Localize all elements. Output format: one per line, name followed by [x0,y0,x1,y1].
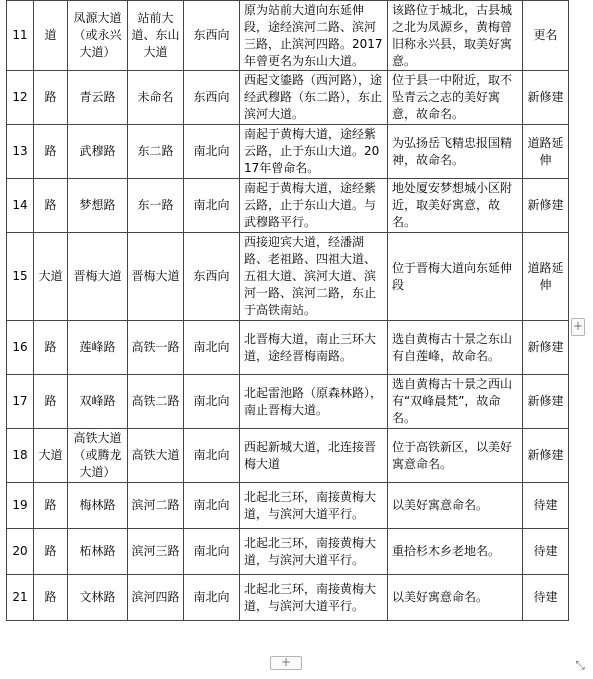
row-number-cell[interactable]: 12 [7,71,34,125]
row-number-cell[interactable]: 16 [7,321,34,375]
road-type-cell[interactable]: 路 [34,375,68,429]
naming-meaning-cell[interactable]: 以美好寓意命名。 [388,483,523,529]
direction-cell[interactable]: 南北向 [184,483,240,529]
original-name-cell[interactable]: 晋梅大道 [128,233,184,321]
remark-cell[interactable]: 新修建 [523,321,569,375]
table-row [7,71,569,125]
road-name-cell[interactable]: 莲峰路 [68,321,128,375]
location-description-cell[interactable]: 北起北三环，南接黄梅大道，与滨河大道平行。 [240,575,388,621]
road-name-cell[interactable]: 武穆路 [68,125,128,179]
road-name-cell[interactable]: 高铁大道（或腾龙大道） [68,429,128,483]
location-description-cell[interactable]: 原为站前大道向东延伸段，途经滨河二路、滨河三路，止滨河四路。2017年曾更名为东山大道。 [240,1,388,71]
road-name-cell[interactable]: 梦想路 [68,179,128,233]
road-type-cell[interactable]: 大道 [34,233,68,321]
add-row-button[interactable]: + [270,656,302,670]
row-number-cell[interactable]: 17 [7,375,34,429]
naming-meaning-cell[interactable]: 位于县一中附近，取不坠青云之志的美好寓意，故命名。 [388,71,523,125]
road-name-cell[interactable]: 凤源大道（或永兴大道） [68,1,128,71]
naming-meaning-cell[interactable]: 为弘扬岳飞精忠报国精神，故命名。 [388,125,523,179]
original-name-cell[interactable]: 高铁大道 [128,429,184,483]
original-name-cell[interactable]: 滨河二路 [128,483,184,529]
row-number-cell[interactable]: 11 [7,1,34,71]
location-description-cell[interactable]: 北起北三环，南接黄梅大道，与滨河大道平行。 [240,529,388,575]
direction-cell[interactable]: 南北向 [184,575,240,621]
direction-cell[interactable]: 南北向 [184,321,240,375]
remark-cell[interactable]: 新修建 [523,71,569,125]
direction-cell[interactable]: 东西向 [184,1,240,71]
resize-handle-icon[interactable]: ⤡ [575,658,585,672]
road-type-cell[interactable]: 路 [34,321,68,375]
remark-cell[interactable]: 待建 [523,483,569,529]
row-number-cell[interactable]: 21 [7,575,34,621]
road-type-cell[interactable]: 路 [34,483,68,529]
road-name-cell[interactable]: 双峰路 [68,375,128,429]
original-name-cell[interactable]: 站前大道、东山大道 [128,1,184,71]
location-description-cell[interactable]: 西起新城大道，北连接晋梅大道 [240,429,388,483]
road-type-cell[interactable]: 路 [34,179,68,233]
location-description-cell[interactable]: 西起文鎏路（西河路），途经武穆路（东二路），东止滨河大道。 [240,71,388,125]
original-name-cell[interactable]: 高铁二路 [128,375,184,429]
add-column-button[interactable]: + [571,318,585,336]
remark-cell[interactable]: 新修建 [523,375,569,429]
road-name-cell[interactable]: 晋梅大道 [68,233,128,321]
road-type-cell[interactable]: 路 [34,125,68,179]
table-row [7,179,569,233]
remark-cell[interactable]: 道路延伸 [523,125,569,179]
road-naming-table [6,0,569,621]
row-number-cell[interactable]: 18 [7,429,34,483]
road-type-cell[interactable]: 路 [34,529,68,575]
location-description-cell[interactable]: 西接迎宾大道，经潘湖路、老祖路、四祖大道、五祖大道、滨河大道、滨河一路、滨河二路，东止于高铁南站。 [240,233,388,321]
location-description-cell[interactable]: 北晋梅大道，南止三环大道，途经晋梅南路。 [240,321,388,375]
remark-cell[interactable]: 新修建 [523,179,569,233]
row-number-cell[interactable]: 14 [7,179,34,233]
road-name-cell[interactable]: 柘林路 [68,529,128,575]
remark-cell[interactable]: 待建 [523,575,569,621]
naming-meaning-cell[interactable]: 以美好寓意命名。 [388,575,523,621]
direction-cell[interactable]: 南北向 [184,179,240,233]
road-naming-table-area [6,0,568,621]
naming-meaning-cell[interactable]: 该路位于城北，古县城之北为凤源乡，黄梅曾旧称永兴县，取美好寓意。 [388,1,523,71]
direction-cell[interactable]: 东西向 [184,233,240,321]
table-row [7,233,569,321]
naming-meaning-cell[interactable]: 重拾杉木乡老地名。 [388,529,523,575]
road-type-cell[interactable]: 路 [34,575,68,621]
naming-meaning-cell[interactable]: 位于高铁新区，以美好寓意命名。 [388,429,523,483]
direction-cell[interactable]: 南北向 [184,429,240,483]
original-name-cell[interactable]: 高铁一路 [128,321,184,375]
table-row [7,483,569,529]
naming-meaning-cell[interactable]: 地处厦安梦想城小区附近，取美好寓意，故名。 [388,179,523,233]
location-description-cell[interactable]: 北起北三环，南接黄梅大道，与滨河大道平行。 [240,483,388,529]
table-row [7,1,569,71]
row-number-cell[interactable]: 19 [7,483,34,529]
location-description-cell[interactable]: 北起雷池路（原森林路），南止晋梅大道。 [240,375,388,429]
naming-meaning-cell[interactable]: 选自黄梅古十景之西山有“双峰晨梵”，故命名。 [388,375,523,429]
location-description-cell[interactable]: 南起于黄梅大道，途经紫云路，止于东山大道。与武穆路平行。 [240,179,388,233]
table-row [7,125,569,179]
direction-cell[interactable]: 东西向 [184,71,240,125]
original-name-cell[interactable]: 东一路 [128,179,184,233]
direction-cell[interactable]: 南北向 [184,125,240,179]
table-row [7,529,569,575]
table-row [7,375,569,429]
road-name-cell[interactable]: 文林路 [68,575,128,621]
original-name-cell[interactable]: 滨河四路 [128,575,184,621]
road-type-cell[interactable]: 道 [34,1,68,71]
road-type-cell[interactable]: 大道 [34,429,68,483]
remark-cell[interactable]: 待建 [523,529,569,575]
row-number-cell[interactable]: 15 [7,233,34,321]
remark-cell[interactable]: 道路延伸 [523,233,569,321]
road-name-cell[interactable]: 梅林路 [68,483,128,529]
original-name-cell[interactable]: 东二路 [128,125,184,179]
naming-meaning-cell[interactable]: 位于晋梅大道向东延伸段 [388,233,523,321]
direction-cell[interactable]: 南北向 [184,529,240,575]
row-number-cell[interactable]: 20 [7,529,34,575]
table-row [7,321,569,375]
location-description-cell[interactable]: 南起于黄梅大道，途经紫云路，止于东山大道。2017年曾命名。 [240,125,388,179]
remark-cell[interactable]: 更名 [523,1,569,71]
naming-meaning-cell[interactable]: 选自黄梅古十景之东山有自莲峰，故命名。 [388,321,523,375]
original-name-cell[interactable]: 滨河三路 [128,529,184,575]
table-row [7,429,569,483]
remark-cell[interactable]: 新修建 [523,429,569,483]
original-name-cell[interactable]: 未命名 [128,71,184,125]
table-row [7,575,569,621]
road-type-cell[interactable]: 路 [34,71,68,125]
row-number-cell[interactable]: 13 [7,125,34,179]
road-name-cell[interactable]: 青云路 [68,71,128,125]
direction-cell[interactable]: 南北向 [184,375,240,429]
